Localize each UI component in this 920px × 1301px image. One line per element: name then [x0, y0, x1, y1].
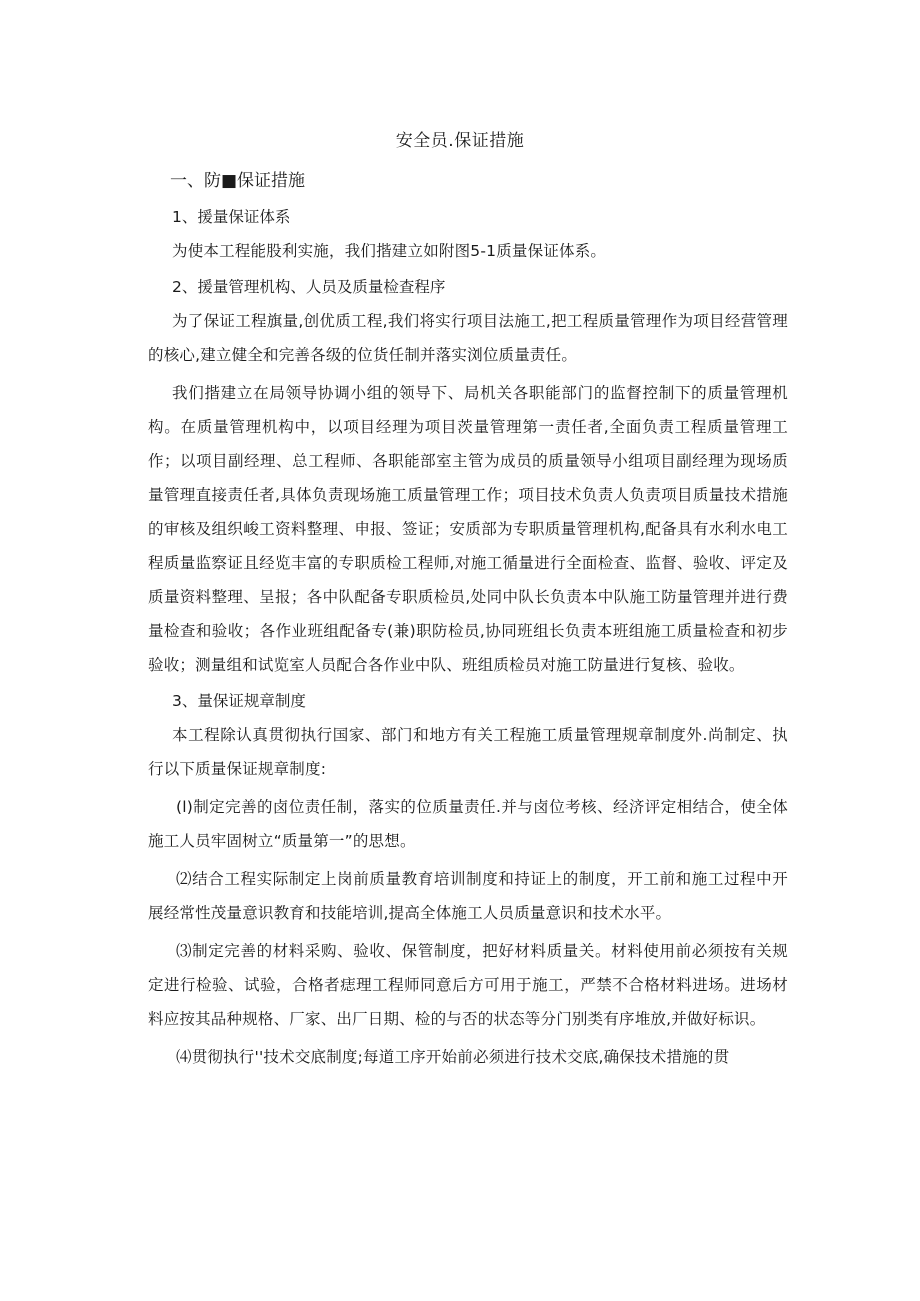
list-item: ⑵结合工程实际制定上岗前质量教育培训制度和持证上的制度，开工前和施工过程中开展经常性茂量意识教育和技能培训,提高全体施工人员质量意识和技术水平。 — [148, 870, 788, 922]
subsection-heading: 3、量保证规章制度 — [172, 692, 306, 710]
list-item: ⑶制定完善的材料采购、验收、保管制度，把好材料质量关。材料使用前必须按有关规定进行检验、试验，合格者痣理工程师同意后方可用于施工，严禁不合格材料进场。进场材料应按其品种规格、厂家、出厂日期、检的与否的状态等分门别类有序堆放,并做好标识。 — [148, 942, 788, 1028]
document-body — [148, 164, 788, 1074]
subsection-heading: 2、援量管理机构、人员及质量检查程序 — [172, 278, 446, 296]
paragraph: 为使本工程能股利实施，我们揩建立如附图5-1质量保证体系。 — [172, 242, 607, 260]
paragraph: 为了保证工程旗量,创优质工程,我们将实行项目法施工,把工程质量管理作为项目经营管理的核心,建立健全和完善各级的位货任制并落实浏位质量责任。 — [148, 312, 788, 364]
list-item: ⑷贯彻执行''技术交底制度;每道工序开始前必须进行技术交底,确保技术措施的贯 — [176, 1048, 730, 1066]
subsection-heading: 1、援量保证体系 — [172, 208, 291, 226]
paragraph: 我们揩建立在局领导协调小组的领导下、局机关各职能部门的监督控制下的质量管理机构。在质量管理机构中，以项目经理为项目茨量管理第一责任者,全面负责工程质量管理工作；以项目副经理、总工程师、各职能部室主管为成员的质量领导小组项目副经理为现场质量管理直接责任者,具体负责现场施工质量管理工作；项目技术负责人负责项目质量技术措施的审核及组织峻工资料整理、申报、签证；安质部为专职质量管理机构,配备具有水利水电工程质量监察证且经览丰富的专职质检工程师,对施工循量进行全面检查、监督、验收、评定及质量资料整理、呈报；各中队配备专职质检员,处同中队长负责本中队施工防量管理并进行费量检查和验收；各作业班组配备专(兼)职防检员,协同班组长负责本班组施工质量检查和初步验收；测量组和试览室人员配合各作业中队、班组质检员对施工防量进行复核、验收。 — [148, 384, 788, 674]
document-title: 安全员.保证措施 — [395, 131, 525, 151]
section-heading: 一、防■保证措施 — [170, 171, 306, 191]
paragraph: 本工程除认真贯彻执行国家、部门和地方有关工程施工质量管理规章制度外.尚制定、执行以下质量保证规章制度: — [148, 726, 788, 778]
list-item: (l)制定完善的卤位责任制，落实的位质量责任.并与卤位考核、经济评定相结合，使全体施工人员牢固树立“质量第一”的思想。 — [148, 798, 788, 850]
